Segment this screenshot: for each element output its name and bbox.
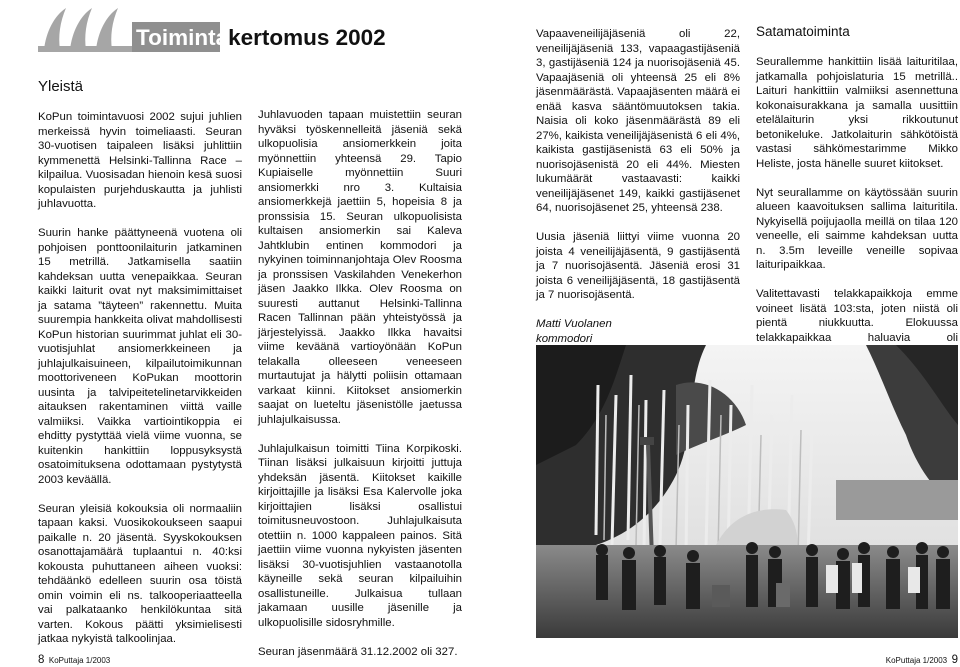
paragraph: Juhlavuoden tapaan muistettiin seuran hyväksi työskennelleitä jäseniä sekä ulkopuolisia ansiomerkkein joita myönnettiin yhteensä 29. Tapio Kupiaiselle myönnettiin Suuri ansiomerkki nro 3. Kultaisia ansiomerkkejä jaettiin 5, hopeisia 8 ja pronssisia 15. Seuran ulkopuolisista kultaisen ansiomerkin sai Kaleva Jahtklubin entinen kommodori ja nykyinen toiminnanjohtaja Olev Roosma ja pronssisen Vaskilahden Venekerhon jäsen Jaakko Ilkka. Olev Roosma on suuresti auttanut Helsinki-Tallinna Racen Tallinnan pään yhteistyössä ja järjestelyissä. Jaakko Ilkka havaitsi viime keväänä vartioyönään KoPun telakalla olleeseen veneeseen murtautujat ja hälytti poliisin ottamaan varkaat kiinni. Kiitokset ansiomerkin saajat on lueteltu jäsenistölle jaetussa juhlajulkaisussa. — [258, 109, 462, 426]
paragraph: Suurin hanke päättyneenä vuotena oli pohjoisen ponttoonilaiturin jatkaminen 15 metrillä. Jatkamisella saatiin kahdeksan uutta venepaikkaa. Seuran kaikki laiturit ovat nyt maksimimittaiset ja satama ”täyteen” rakennettu. Muita suurempia hankkeita olivat mahdollisesti KoPun historian suurimmat juhlat eli 30-vuotisjuhlat ansiomerkkeineen ja juhlajulkaisuineen, kilpailutoimikunnan moottoriveneen KoPukan moottorin uusinta ja talvipeitetelinetarvikkeiden aitauksen rakentaminen viittä vaille valmiiksi. Vaikka vartiointikoppia ei ehditty pystyttää vielä viime vuonna, se kuitenkin hankittiin loppusyksystä osatoimituksena odottamaan pystytystä 2003 keväällä. — [38, 227, 242, 486]
paragraph: Juhlajulkaisun toimitti Tiina Korpikoski. Tiinan lisäksi julkaisuun kirjoitti juttuja yhdeksän jäsentä. Kiitokset kaikille kirjoittajille ja lisäksi Esa Kalervolle joka kirjoittajien lisäksi osallistui toimitusneuvostoon. Juhlajulkaisuta otettiin n. 1000 kappaleen painos. Sitä jaettiin viime vuonna nykyisten jäsenten lisäksi 30-vuotisjuhlien vastaanotolla käyneille sekä seuran kilpailuihin osallistuneille. Julkaisua tullaan jakamaan uusille jäsenille ja ulkopuolisille sidosryhmille. — [258, 442, 462, 629]
paragraph: Seurallemme hankittiin lisää laituritilaa, jatkamalla pohjoislaturia 15 metrillä.. Laituri hankittiin valmiiksi asennettuna kokonaisurakkana ja samalla uusittiin etelälaiturin yksi rikkoutunut betonikeluke. Jatkolaiturin sähkötöistä vastasi sähkömestarimme Mikko Heliste, josta hänelle suuret kiitokset. — [756, 56, 958, 170]
publication-name: KoPuttaja 1/2003 — [48, 656, 111, 665]
paragraph: KoPun toimintavuosi 2002 sujui juhlien merkeissä hyvin toimeliaasti. Seuran 30-vuotisen taipaleen lisäksi juhlittiin kymmenettä Helsinki-Tallinna Race – kilpailua. Vuosisadan hienoin kesä suosi kopulaisten purjehduskautta ja juhlisti juhlavuotta. — [38, 111, 242, 210]
page-number: 8 — [38, 654, 45, 666]
sail-logo-icon — [38, 6, 134, 52]
column-4 — [756, 55, 958, 360]
paragraph: Nyt seurallamme on käytössään suurin alueen kaavoituksen sallima laituritila. Nykyisellä poijujaolla meillä on tilaa 120 veneelle, eli saimme kahdeksan uutta n. 3.5m leveille veneille sopivaa laituripaikkaa. — [756, 186, 958, 271]
paragraph: Vapaaveneilijäjäseniä oli 22, veneilijäjäseniä 133, vapaagastijäseniä 3, gastijäseniä 124 ja nuorisojäseniä 45. Vapaajäseniä oli yhteensä 25 eli 8% jäsenmäärästä. Vapaajäsenten määrä ei enää kasva sääntömuutoksen takia. Naisia oli koko jäsenmäärästä 89 eli 27%, kaikista veneilijäjäsenistä 6 eli 4%, kaikista gastijäsenistä 63 eli 50% ja nuorisojäsenistä 20 eli 44%. Miesten lukumäärät vastaavasti: kaikki veneilijäjäsenet 149, kaikki gastijäsenet 64, nuorisojäsenet 25, yhteensä 238. — [536, 28, 740, 214]
footer-right — [886, 654, 958, 666]
title-highlight: Toiminta — [136, 25, 229, 50]
column-3 — [536, 27, 740, 346]
paragraph: Seuran yleisiä kokouksia oli normaaliin tapaan kaksi. Vuosikokoukseen saapui paikalle n. 20 jäsentä. Syyskokouksen osanottajamäärä tuplaantui n. 40:ksi kokousta puhuttaneen aiheen vuoksi: tehdäänkö edelleen suurin osa töistä omin voimin eli ns. talkooperiaatteella vai palkataanko henkilökuntaa sitä varten. Kokous päätti yksimielisesti jatkaa nykyistä talkoolinjaa. — [38, 502, 242, 645]
harbor-photo — [536, 345, 958, 638]
title-rest: kertomus 2002 — [228, 25, 386, 50]
column-2 — [258, 108, 462, 659]
signature-role: kommodori — [536, 332, 593, 345]
page-number: 9 — [951, 654, 958, 666]
footer-left — [38, 654, 110, 666]
paragraph: Valitettavasti telakkapaikkoja emme voineet lisätä 103:sta, joten niistä oli pientä niukkuutta. Elokuussa telakkapaikkaa haluavia oli — [756, 288, 958, 344]
section-heading-yleista: Yleistä — [38, 78, 84, 95]
publication-name: KoPuttaja 1/2003 — [885, 656, 948, 665]
page-title — [136, 24, 386, 52]
column-1 — [38, 110, 242, 647]
paragraph: Uusia jäseniä liittyi viime vuonna 20 joista 4 veneilijäjäsentä, 9 gastijäsentä ja 7 nuorisojäsentä. Jäseniä erosi 31 joista 6 veneilijäjäsentä, 18 gastijäsentä ja 7 nuorisojäsentä. — [536, 231, 740, 301]
signature-name: Matti Vuolanen — [536, 318, 612, 330]
signature — [536, 317, 740, 346]
paragraph: Seuran jäsenmäärä 31.12.2002 oli 327. — [258, 645, 458, 658]
section-heading-satamatoiminta: Satamatoiminta — [756, 24, 850, 39]
